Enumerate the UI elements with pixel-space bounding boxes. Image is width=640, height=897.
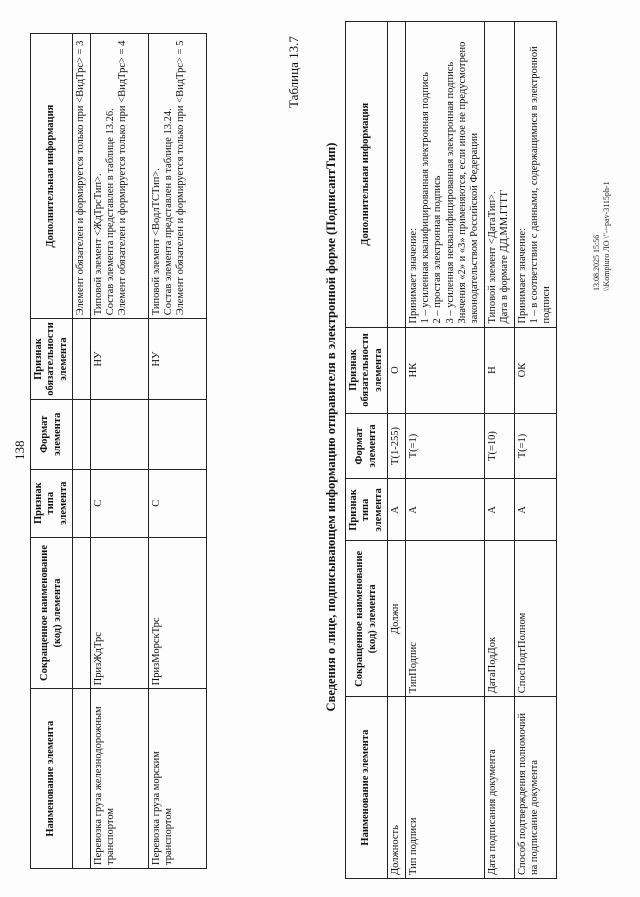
- table-label: Таблица 13.7: [286, 36, 301, 108]
- table2-header-required: Признак обязательности элемента: [346, 327, 388, 413]
- table2-header-row: [346, 22, 388, 879]
- footer-date: 13.08.2025 15:56: [592, 234, 601, 291]
- element-info: [388, 22, 405, 328]
- info-line: 2 – простая электронная подпись: [432, 175, 444, 324]
- element-name: Должность: [388, 697, 405, 879]
- table-signer: [345, 21, 557, 879]
- table2-header-type: Признак типа элемента: [346, 479, 388, 541]
- table2-header-name: Наименование элемента: [346, 697, 388, 879]
- table2-header-format: Формат элемента: [346, 413, 388, 479]
- element-format: T(=10): [484, 413, 514, 479]
- table-row: [405, 22, 484, 879]
- table1-header-required: Признак обязательности элемента: [31, 319, 73, 400]
- table-cell: [73, 469, 90, 537]
- info-line: Состав элемента представлен в таблице 13.26.: [104, 108, 116, 316]
- table1-header-type: Признак типа элемента: [31, 469, 73, 537]
- info-line: Элемент обязателен и формируется только при <ВидТрс> = 4: [117, 40, 129, 316]
- info-line: Типовой элемент <ВодлТСТип>.: [150, 168, 162, 316]
- element-type: А: [405, 479, 484, 541]
- element-required: НУ: [148, 319, 206, 400]
- info-line: Элемент обязателен и формируется только при <ВидТрс> = 5: [175, 40, 187, 316]
- element-required: Н: [484, 327, 514, 413]
- table2-header-info: Дополнительная информация: [346, 22, 388, 328]
- element-required: О: [388, 327, 405, 413]
- info-line: Дата в формате ДД.ММ.ГГГГ: [499, 189, 511, 324]
- table-cell: [73, 689, 90, 869]
- table-row: [514, 22, 556, 879]
- element-name: Способ подтверждения полномочий на подписание документа: [514, 697, 556, 879]
- info-line: Принимает значение:: [516, 227, 528, 324]
- element-type: А: [514, 479, 556, 541]
- element-type: А: [484, 479, 514, 541]
- table-row: [73, 34, 90, 869]
- table1-header-code: Сокращенное наименование (код) элемента: [31, 537, 73, 689]
- element-info: [90, 34, 148, 319]
- table-row: [90, 34, 148, 869]
- element-code: Должн: [388, 541, 405, 697]
- table-cell: [73, 319, 90, 400]
- element-code: ДатаПодДок: [484, 541, 514, 697]
- info-line: Типовой элемент <ЖдТрсТип>.: [92, 173, 104, 316]
- info-line: Принимает значение:: [407, 227, 419, 324]
- element-info: [405, 22, 484, 328]
- table-row: [148, 34, 206, 869]
- element-info: [514, 22, 556, 328]
- table-cell: [73, 399, 90, 469]
- footer-path: \\Kompiuro ЛО \"-~pav-3115ph-1: [602, 181, 611, 291]
- table1-header-info: Дополнительная информация: [31, 34, 73, 319]
- element-required: НУ: [90, 319, 148, 400]
- table-row: [388, 22, 405, 879]
- print-footer: [592, 181, 612, 291]
- page-number: 138: [12, 440, 27, 460]
- element-required: ОК: [514, 327, 556, 413]
- element-required: НК: [405, 327, 484, 413]
- table1-header-row: [31, 34, 73, 869]
- element-type: С: [90, 469, 148, 537]
- table-title: Сведения о лице, подписывающем информацию отправителя в электронной форме (ПодписантТип): [324, 142, 338, 712]
- element-code: ТипПодпис: [405, 541, 484, 697]
- element-format: T(1-255): [388, 413, 405, 479]
- element-name: Перевозка груза морским транспортом: [148, 689, 206, 869]
- element-code: ПризЖдТрс: [90, 537, 148, 689]
- element-name: Тип подписи: [405, 697, 484, 879]
- info-line: Значения «2» и «3» применяются, если иное не предусмотрено законодательством Российской Федерации: [457, 41, 481, 324]
- table1-header-name: Наименование элемента: [31, 689, 73, 869]
- table1-header-format: Формат элемента: [31, 399, 73, 469]
- table-cell: Элемент обязателен и формируется только при <ВидТрс> = 3: [73, 34, 90, 319]
- table-row: [484, 22, 514, 879]
- element-name: Перевозка груза железнодорожным транспортом: [90, 689, 148, 869]
- element-type: А: [388, 479, 405, 541]
- element-name: Дата подписания документа: [484, 697, 514, 879]
- element-format: [90, 399, 148, 469]
- info-line: 1 – в соответствии с данными, содержащимися в электронной подписи: [528, 46, 553, 324]
- info-line: 3 – усиленная неквалифицированная электронная подпись: [444, 61, 456, 324]
- table-cell: [73, 537, 90, 689]
- element-type: С: [148, 469, 206, 537]
- element-code: СпосПодтПолном: [514, 541, 556, 697]
- info-line: Типовой элемент <ДатаТип>.: [486, 191, 498, 324]
- element-code: ПризМорскТрс: [148, 537, 206, 689]
- table2-header-code: Сокращенное наименование (код) элемента: [346, 541, 388, 697]
- info-line: Состав элемента представлен в таблице 13.24.: [162, 108, 174, 316]
- element-format: T(=1): [405, 413, 484, 479]
- table-continued: [30, 33, 207, 869]
- element-info: [484, 22, 514, 328]
- element-format: T(=1): [514, 413, 556, 479]
- element-info: [148, 34, 206, 319]
- info-line: 1 – усиленная квалифицированная электронная подпись: [419, 72, 431, 324]
- element-format: [148, 399, 206, 469]
